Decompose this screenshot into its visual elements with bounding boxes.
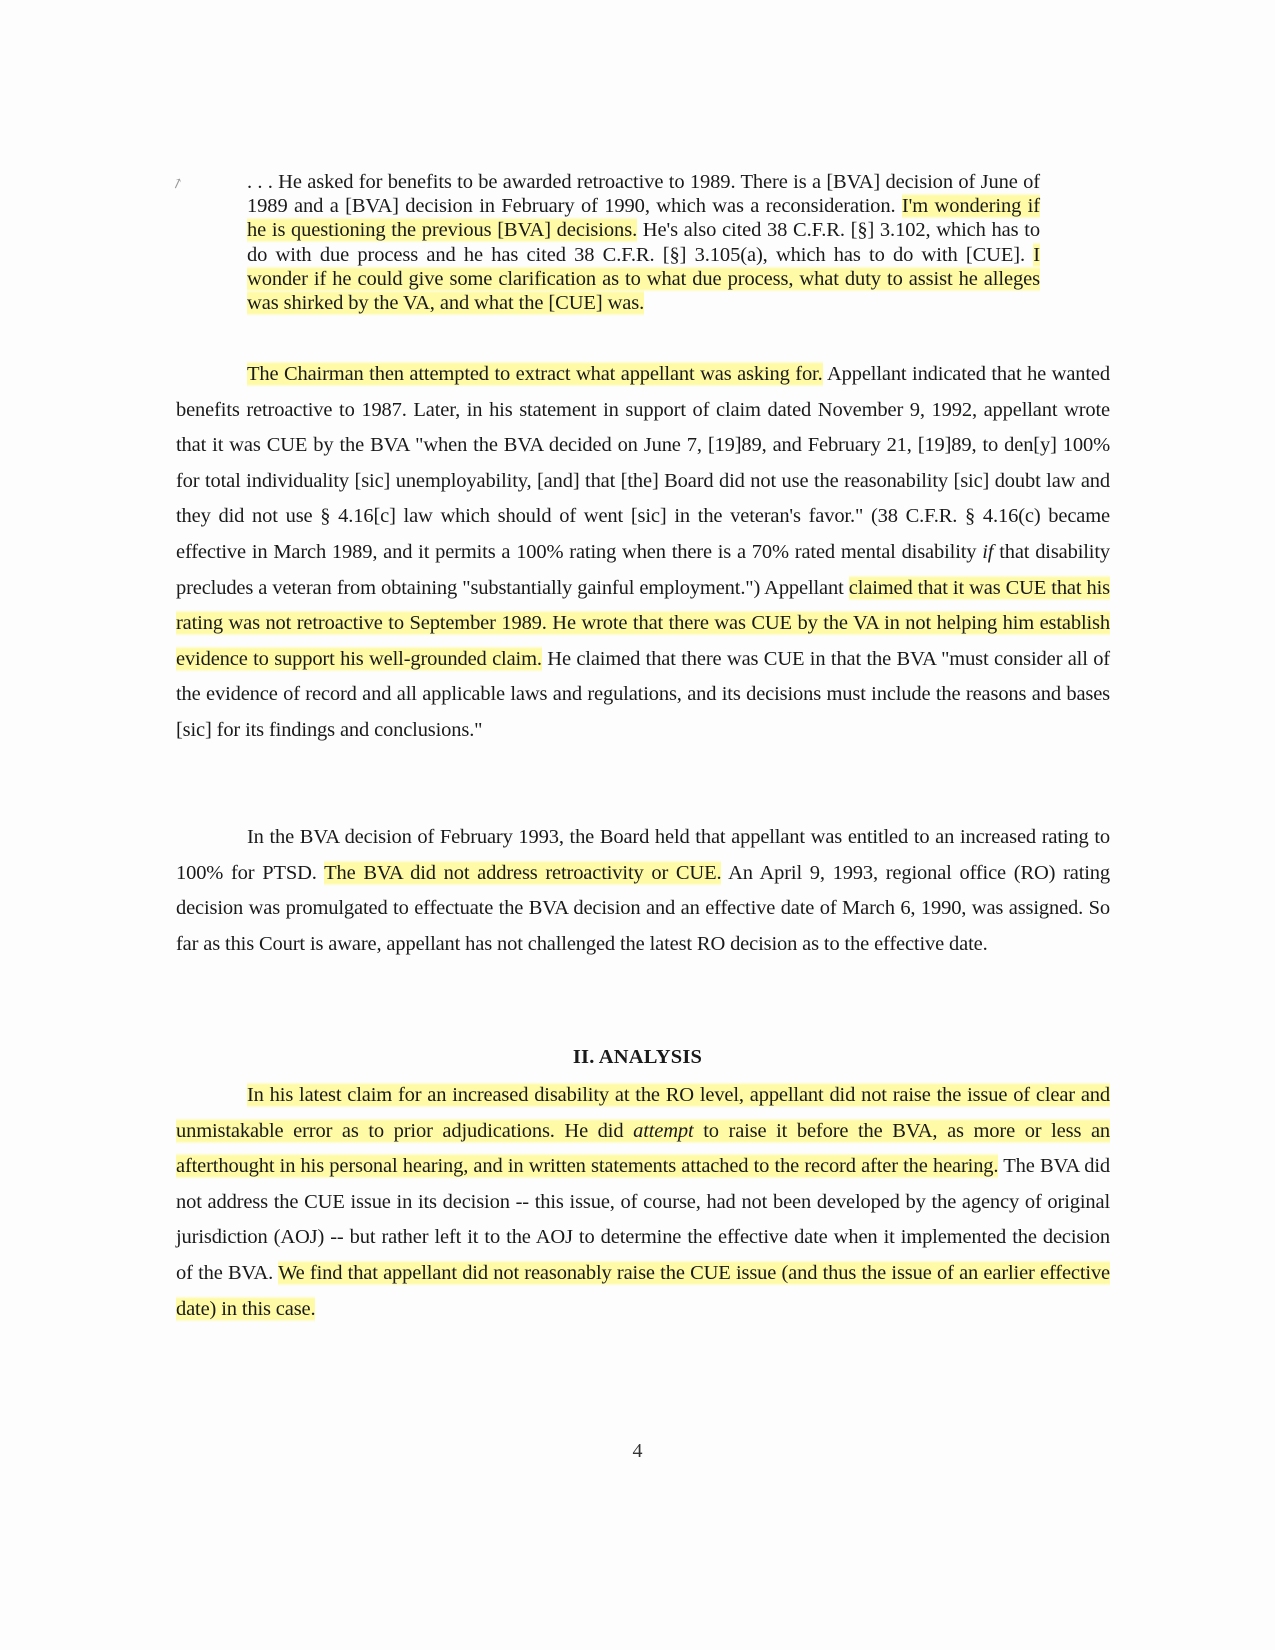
paragraph-chairman (176, 357, 1110, 749)
highlighted-text: We find that appellant did not reasonably raise the CUE issue (and thus the issue of an earlier effective date) in this case. (176, 1261, 1110, 1320)
highlighted-text: to raise it before the BVA, as more or less an afterthought in his personal hearing, and in written statements attached to the record after the hearing. (176, 1119, 1110, 1178)
text-segment: The BVA did not address the CUE issue in its decision -- this issue, of course, had not been developed by the agency of original jurisdiction (AOJ) -- but rather left it to the AOJ to determine the effective date when it implemented the decision of the BVA. (176, 1155, 1111, 1284)
highlighted-text: The BVA did not address retroactivity or CUE. (324, 861, 722, 884)
highlighted-text: In his latest claim for an increased disability at the RO level, appellant did not raise the issue of clear and unmistakable error as to prior adjudications. He did (176, 1084, 1110, 1142)
highlighted-text: The Chairman then attempted to extract what appellant was asking for. (247, 363, 823, 385)
highlighted-text: I wonder if he could give some clarification as to what due process, what duty to assist he alleges was shirked by the VA, and what the [CUE] was. (247, 243, 1040, 315)
text-segment: He claimed that there was CUE in that the BVA "must consider all of the evidence of record and all applicable laws and regulations, and its decisions must include the reasons and bases [sic] for its findings and conclusions." (176, 647, 1110, 741)
highlighted-text: I'm wondering if he is questioning the previous [BVA] decisions. (247, 195, 1040, 242)
paragraph-analysis (176, 1078, 1110, 1327)
text-segment: . . . He asked for benefits to be awarded retroactive to 1989. There is a [BVA] decision of June of 1989 and a [BVA] decision in February of 1990, which was a reconsideration. (247, 171, 1040, 218)
highlighted-text: attempt (633, 1119, 694, 1142)
text-segment: Appellant indicated that he wanted benefits retroactive to 1987. Later, in his statement in support of claim dated November 9, 1992, appellant wrote that it was CUE by the BVA "when the BVA decided on June 7, [19]89, and February 21, [19]89, to den[y] 100% for total individuality [sic] unemployability, [and] that [the] Board did not use the reasonability [sic] doubt law and they did not use § 4.16[c] law which should of went [sic] in the veteran's favor." (38 C.F.R. § 4.16(c) became effective in March 1989, and it permits a 100% rating when there is a 70% rated mental disability (176, 363, 1110, 563)
highlighted-text: claimed that it was CUE that his rating was not retroactive to September 1989. He wrote that there was CUE by the VA in not helping him establish evidence to support his well-grounded claim. (176, 576, 1110, 670)
text-segment: He's also cited 38 C.F.R. [§] 3.102, which has to do with due process and he has cited 38 C.F.R. [§] 3.105(a), which has to do with [CUE]. (247, 219, 1040, 266)
text-segment: if (982, 540, 994, 563)
page-number: 4 (632, 1440, 643, 1462)
section-heading-analysis: II. ANALYSIS (572, 1046, 703, 1068)
block-quote (247, 170, 1040, 315)
paragraph-bva-decision (176, 820, 1110, 962)
scan-artifact-mark: ↗ (169, 175, 186, 194)
text-segment: In the BVA decision of February 1993, the Board held that appellant was entitled to an increased rating to 100% for PTSD. (176, 826, 1110, 884)
text-segment: An April 9, 1993, regional office (RO) rating decision was promulgated to effectuate the BVA decision and an effective date of March 6, 1990, was assigned. So far as this Court is aware, appellant has not challenged the latest RO decision as to the effective date. (176, 861, 1110, 955)
text-segment: that disability precludes a veteran from obtaining "substantially gainful employment.") Appellant (176, 540, 1110, 599)
